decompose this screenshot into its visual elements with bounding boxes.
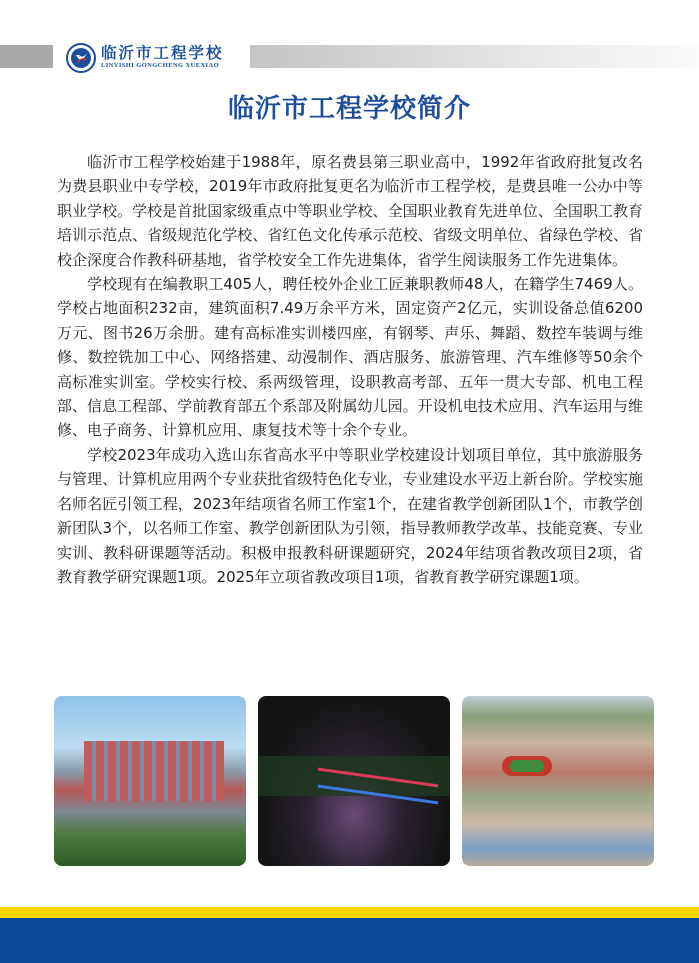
photo-night-bridge [258,696,450,866]
paragraph: 学校2023年成功入选山东省高水平中等职业学校建设计划项目单位，其中旅游服务与管理、计算机应用两个专业获批省级特色化专业，专业建设水平迈上新台阶。学校实施名师名匠引领工程，2023年结项省名师工作室1个，在建省教学创新团队1个，市教学创新团队3个，以名师工作室、教学创新团队为引领，指导教师教学改革、技能竞赛、专业实训、教科研课题等活动。积极申报教科研课题研究，2024年结项省教改项目2项，省教育教学研究课题1项。2025年立项省教改项目1项，省教育教学研究课题1项。 [57,445,643,586]
school-emblem-icon [66,43,96,73]
footer-blue-band [0,918,699,963]
brand-name-en: LINYISHI GONGCHENG XUEXIAO [101,62,220,69]
brand-name-cn: 临沂市工程学校 [101,44,224,62]
photo-aerial-view [462,696,654,866]
footer-yellow-stripe [0,907,699,918]
intro-text [57,150,643,589]
page-title: 临沂市工程学校简介 [227,94,471,124]
paragraph: 临沂市工程学校始建于1988年，原名费县第三职业高中，1992年省政府批复改名为费县职业中专学校，2019年市政府批复更名为临沂市工程学校，是费县唯一公办中等职业学校。学校是首批国家级重点中等职业学校、全国职业教育先进单位、全国职工教育培训示范点、省级规范化学校、省红色文化传承示范校、省级文明单位、省绿色学校、省校企深度合作教科研基地，省学校安全工作先进集体，省学生阅读服务工作先进集体。 [57,153,643,269]
photo-campus-building [54,696,246,866]
photo-gallery [54,696,655,866]
paragraph: 学校现有在编教职工405人，聘任校外企业工匠兼职教师48人，在籍学生7469人。学校占地面积232亩，建筑面积7.49万余平方米，固定资产2亿元，实训设备总值6200万元、图书26万余册。建有高标准实训楼四座，有钢琴、声乐、舞蹈、数控车装调与维修、数控铣加工中心、网络搭建、动漫制作、酒店服务、旅游管理、汽车维修等50余个高标准实训室。学校实行校、系两级管理，设职教高考部、五年一贯大专部、机电工程部、信息工程部、学前教育部五个系部及附属幼儿园。开设机电技术应用、汽车运用与维修、电子商务、计算机应用、康复技术等十余个专业。 [57,275,643,440]
header-bar-right [250,45,699,68]
header-bar-left [0,45,53,68]
brand [101,44,224,69]
